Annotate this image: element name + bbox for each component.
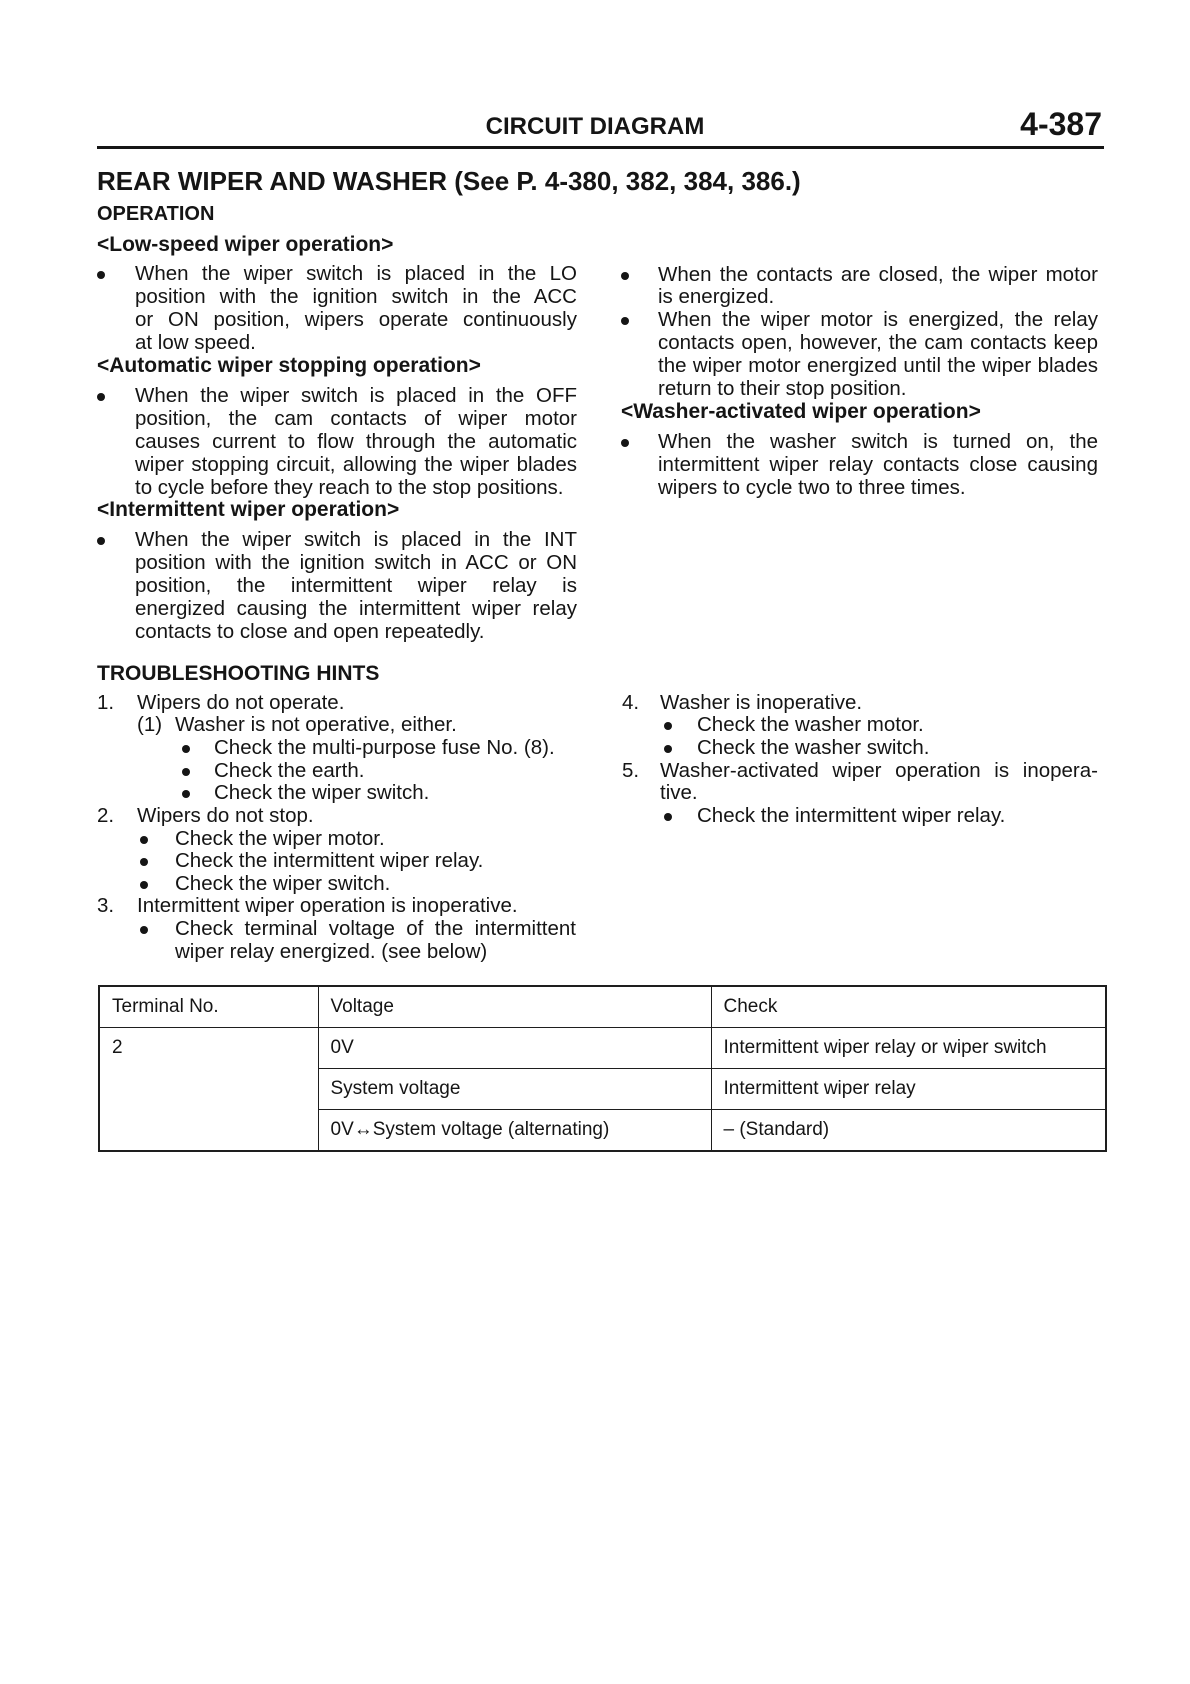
operation-right-column [621, 264, 1098, 500]
bullet-dot [140, 836, 148, 844]
text-line: When the wiper switch is placed in the INT [135, 528, 577, 552]
column-header-check: Check [711, 986, 1106, 1028]
subheading-washer-activated: <Washer-activated wiper operation> [621, 399, 981, 423]
subheading-low-speed: <Low-speed wiper operation> [97, 232, 394, 256]
text-line: position, the intermittent wiper relay is [135, 574, 577, 598]
voltage-cell: System voltage [318, 1069, 711, 1110]
item-number: 1. [97, 690, 115, 714]
bullet-dot [664, 722, 672, 730]
text-line: wiper stopping circuit, allowing the wiper blades [135, 452, 577, 476]
bullet-item [621, 264, 1098, 310]
text-line: contacts open, however, the cam contacts keep [658, 331, 1098, 355]
text-line: causes current to flow through the automatic [135, 429, 577, 453]
check-text: Check the wiper switch. [214, 781, 430, 805]
bullet-dot [664, 745, 672, 753]
bullet-item [97, 529, 577, 643]
text-line: wipers to cycle two to three times. [658, 475, 966, 499]
text-line: When the washer switch is turned on, the [658, 429, 1098, 453]
item-number: 3. [97, 894, 115, 918]
table-header-row [99, 986, 1106, 1028]
text-line: to cycle before they reach to the stop positions. [135, 475, 564, 499]
bullet-dot [182, 745, 190, 753]
check-item [621, 737, 1101, 760]
text-line: When the wiper switch is placed in the LO [135, 262, 577, 286]
page-number: 4-387 [1020, 106, 1102, 142]
list-item [97, 692, 577, 715]
subitem-number: (1) [137, 713, 163, 737]
check-item [97, 918, 577, 941]
text-line: the wiper motor energized until the wiper blades [658, 354, 1098, 378]
subheading-intermittent: <Intermittent wiper operation> [97, 498, 400, 522]
subitem-text: Washer is not operative, either. [175, 713, 457, 737]
bullet-dot [664, 813, 672, 821]
bullet-dot [97, 271, 105, 279]
text-line: When the wiper switch is placed in the OFF [135, 383, 577, 407]
check-cell: Intermittent wiper relay [711, 1069, 1106, 1110]
check-cell: Intermittent wiper relay or wiper switch [711, 1028, 1106, 1069]
terminal-number-cell: 2 [99, 1028, 318, 1152]
bullet-dot [621, 317, 629, 325]
item-number: 2. [97, 803, 115, 827]
check-item [621, 805, 1101, 828]
column-header-terminal: Terminal No. [99, 986, 318, 1028]
terminal-voltage-table [98, 985, 1107, 1152]
check-text: Check the intermittent wiper relay. [697, 803, 1006, 827]
text-line: When the wiper motor is energized, the relay [658, 308, 1098, 332]
item-text: Washer-activated wiper operation is inopera- [660, 758, 1098, 782]
text-line: intermittent wiper relay contacts close causing [658, 452, 1098, 476]
check-item [97, 828, 577, 851]
text-line: is energized. [658, 285, 775, 309]
check-text: Check the washer switch. [697, 735, 930, 759]
check-item [97, 760, 577, 783]
operation-left-column [97, 234, 577, 644]
item-text: tive. [660, 781, 698, 805]
bullet-dot [621, 439, 629, 447]
bullet-item [621, 309, 1098, 401]
list-item [621, 760, 1101, 783]
troubleshooting-left-column [97, 692, 577, 964]
check-text: Check the multi-purpose fuse No. (8). [214, 735, 555, 759]
text-line: position with the ignition switch in ACC or ON [135, 551, 577, 575]
text-line: contacts to close and open repeatedly. [135, 619, 485, 643]
bullet-dot [97, 537, 105, 545]
check-item-continued [97, 941, 577, 964]
text-line: position, the cam contacts of wiper motor [135, 406, 577, 430]
voltage-cell: 0V [318, 1028, 711, 1069]
check-text: Check terminal voltage of the intermittent [175, 917, 576, 941]
list-item [97, 805, 577, 828]
item-text: Wipers do not operate. [137, 690, 345, 714]
subheading-automatic-stop: <Automatic wiper stopping operation> [97, 354, 481, 378]
check-text: Check the earth. [214, 758, 365, 782]
column-header-voltage: Voltage [318, 986, 711, 1028]
check-text: Check the wiper switch. [175, 871, 391, 895]
text-line: When the contacts are closed, the wiper motor [658, 262, 1098, 286]
bullet-dot [621, 272, 629, 280]
operation-heading: OPERATION [97, 203, 215, 225]
bullet-dot [182, 790, 190, 798]
item-number: 5. [622, 758, 640, 782]
bullet-dot [182, 768, 190, 776]
text-line: at low speed. [135, 331, 256, 355]
check-cell: – (Standard) [711, 1110, 1106, 1152]
voltage-cell: 0V↔System voltage (alternating) [318, 1110, 711, 1152]
check-text: wiper relay energized. (see below) [175, 939, 488, 963]
check-text: Check the wiper motor. [175, 826, 385, 850]
list-item [621, 692, 1101, 715]
check-item [97, 782, 577, 805]
bullet-item [97, 385, 577, 499]
bullet-dot [140, 858, 148, 866]
bullet-dot [140, 926, 148, 934]
check-text: Check the washer motor. [697, 713, 924, 737]
text-line: energized causing the intermittent wiper relay [135, 596, 577, 620]
check-item [97, 873, 577, 896]
item-number: 4. [622, 690, 640, 714]
check-item [97, 850, 577, 873]
bullet-dot [140, 881, 148, 889]
text-line: or ON position, wipers operate continuously [135, 308, 577, 332]
header-rule [97, 146, 1104, 149]
check-item [621, 714, 1101, 737]
bullet-item [621, 431, 1098, 500]
check-item [97, 737, 577, 760]
troubleshooting-heading: TROUBLESHOOTING HINTS [97, 661, 380, 685]
item-text: Intermittent wiper operation is inoperative. [137, 894, 518, 918]
table-row [99, 1028, 1106, 1069]
text-line: position with the ignition switch in the ACC [135, 285, 577, 309]
list-subitem [97, 714, 577, 737]
troubleshooting-right-column [621, 692, 1101, 828]
list-item-continued [621, 782, 1101, 805]
check-text: Check the intermittent wiper relay. [175, 849, 484, 873]
page-header-title: CIRCUIT DIAGRAM [485, 112, 705, 140]
bullet-dot [97, 393, 105, 401]
section-title: REAR WIPER AND WASHER (See P. 4-380, 382, 384, 386.) [97, 165, 801, 196]
item-text: Wipers do not stop. [137, 803, 314, 827]
item-text: Washer is inoperative. [660, 690, 863, 714]
text-line: return to their stop position. [658, 376, 907, 400]
list-item [97, 895, 577, 918]
bullet-item [97, 263, 577, 355]
